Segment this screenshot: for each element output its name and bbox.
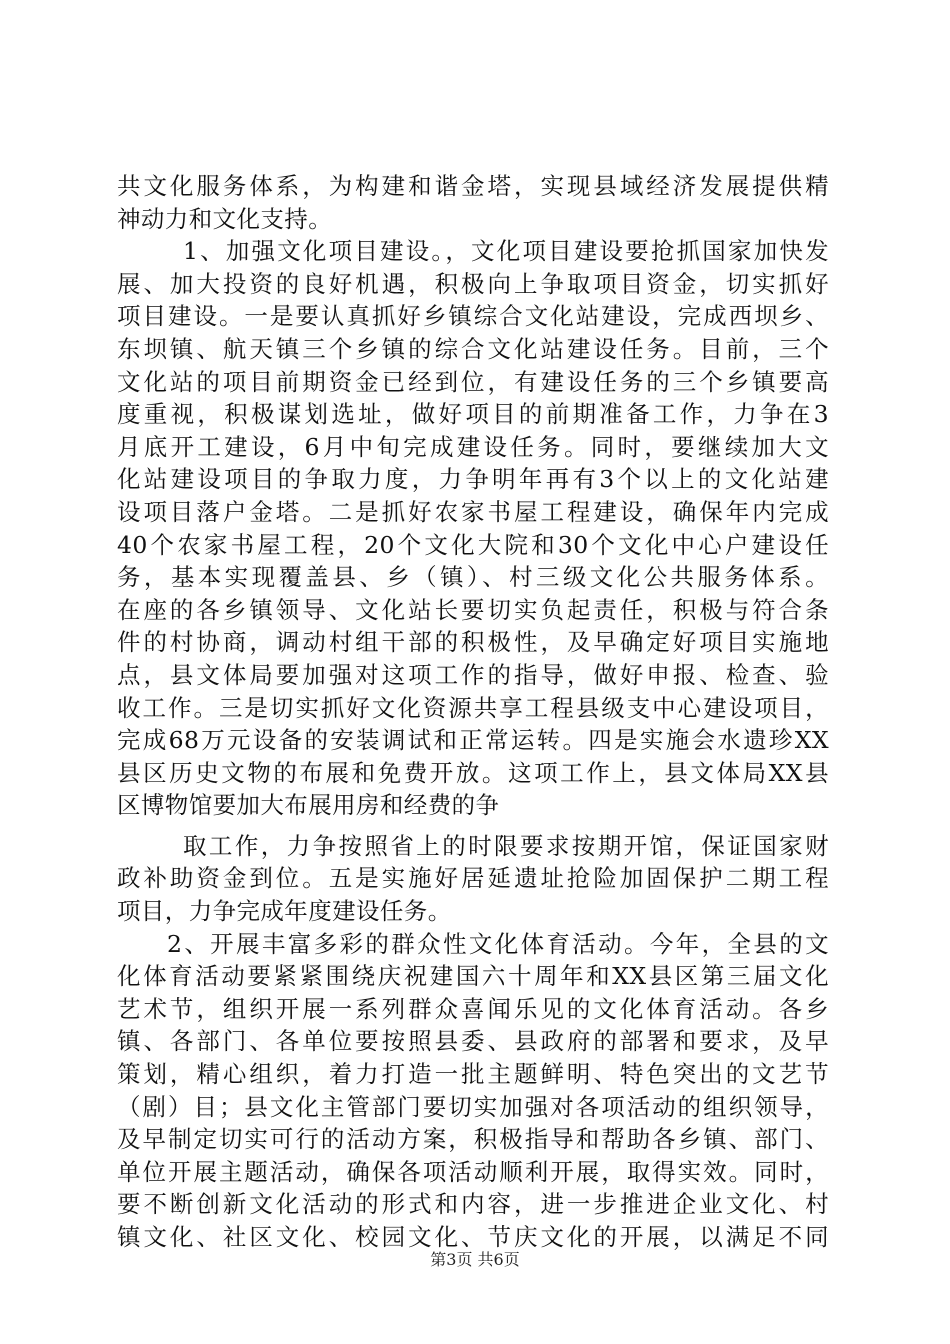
text-line: 月底开工建设，6月中旬完成建设任务。同时，要继续加大文 bbox=[117, 432, 829, 461]
text-line: 共文化服务体系，为构建和谐金塔，实现县域经济发展提供精 bbox=[117, 172, 829, 200]
text-line: 设项目落户金塔。二是抓好农家书屋工程建设，确保年内完成 bbox=[117, 497, 829, 526]
text-line: 1、加强文化项目建设。，文化项目建设要抢抓国家加快发 bbox=[183, 237, 829, 266]
text-line: 单位开展主题活动，确保各项活动顺利开展，取得实效。同时， bbox=[117, 1157, 829, 1186]
text-line: 化站建设项目的争取力度，力争明年再有3个以上的文化站建 bbox=[117, 465, 829, 494]
text-line: 取工作，力争按照省上的时限要求按期开馆，保证国家财 bbox=[183, 831, 829, 860]
text-line: 策划，精心组织，着力打造一批主题鲜明、特色突出的文艺节 bbox=[117, 1060, 829, 1089]
text-line: 政补助资金到位。五是实施好居延遗址抢险加固保护二期工程 bbox=[117, 864, 829, 893]
text-line: 及早制定切实可行的活动方案，积极指导和帮助各乡镇、部门、 bbox=[117, 1125, 829, 1154]
text-line: 40个农家书屋工程，20个文化大院和30个文化中心户建设任 bbox=[117, 530, 829, 559]
text-line: 收工作。三是切实抓好文化资源共享工程县级支中心建设项目， bbox=[117, 693, 829, 722]
text-line: 务，基本实现覆盖县、乡（镇）、村三级文化公共服务体系。 bbox=[117, 563, 829, 592]
text-line: 2、开展丰富多彩的群众性文化体育活动。今年，全县的文 bbox=[167, 929, 829, 958]
text-line: 在座的各乡镇领导、文化站长要切实负起责任，积极与符合条 bbox=[117, 595, 829, 624]
text-line: 项目，力争完成年度建设任务。 bbox=[117, 897, 452, 926]
text-line: 点，县文体局要加强对这项工作的指导，做好申报、检查、验 bbox=[117, 660, 829, 689]
text-line: 镇文化、社区文化、校园文化、节庆文化的开展，以满足不同 bbox=[117, 1223, 829, 1251]
text-line: 神动力和文化支持。 bbox=[117, 204, 333, 233]
text-line: 件的村协商，调动村组干部的积极性，及早确定好项目实施地 bbox=[117, 628, 829, 657]
text-line: 化体育活动要紧紧围绕庆祝建国六十周年和XX县区第三届文化 bbox=[117, 962, 829, 991]
text-line: 项目建设。一是要认真抓好乡镇综合文化站建设，完成西坝乡、 bbox=[117, 302, 829, 331]
page-footer: 第3页 共6页 bbox=[430, 1250, 520, 1269]
text-line: 镇、各部门、各单位要按照县委、县政府的部署和要求，及早 bbox=[117, 1027, 829, 1056]
text-line: 度重视，积极谋划选址，做好项目的前期准备工作，力争在3 bbox=[117, 400, 829, 429]
text-line: 区博物馆要加大布展用房和经费的争 bbox=[117, 791, 500, 820]
text-line: 县区历史文物的布展和免费开放。这项工作上，县文体局XX县 bbox=[117, 758, 829, 787]
text-line: 艺术节，组织开展一系列群众喜闻乐见的文化体育活动。各乡 bbox=[117, 994, 829, 1023]
document-body bbox=[117, 170, 829, 1254]
text-line: 要不断创新文化活动的形式和内容，进一步推进企业文化、村 bbox=[117, 1190, 829, 1219]
text-line: （剧）目；县文化主管部门要切实加强对各项活动的组织领导， bbox=[117, 1092, 829, 1121]
text-line: 文化站的项目前期资金已经到位，有建设任务的三个乡镇要高 bbox=[117, 367, 829, 396]
text-line: 完成68万元设备的安装调试和正常运转。四是实施会水遗珍XX bbox=[117, 726, 829, 755]
text-line: 东坝镇、航天镇三个乡镇的综合文化站建设任务。目前，三个 bbox=[117, 334, 829, 363]
text-line: 展、加大投资的良好机遇，积极向上争取项目资金，切实抓好 bbox=[117, 269, 829, 298]
